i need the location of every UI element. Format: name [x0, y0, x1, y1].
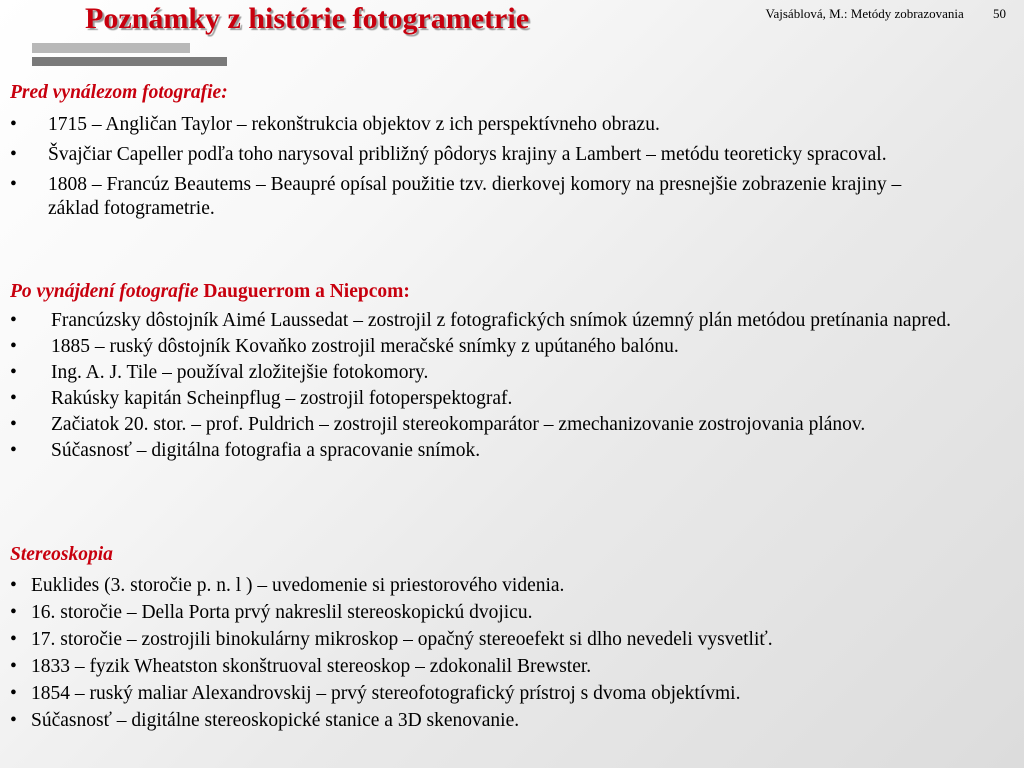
bullet-list-post-photography — [10, 310, 1000, 466]
list-item — [10, 682, 1015, 705]
bullet-icon: • — [10, 414, 17, 435]
list-item — [10, 414, 1000, 435]
list-item — [10, 362, 1000, 383]
bullet-icon: • — [10, 683, 17, 704]
list-item-text: 1833 – fyzik Wheatston skonštruoval stereoskop – zdokonalil Brewster. — [31, 656, 592, 677]
bullet-icon: • — [10, 656, 17, 677]
list-item-text: 1808 – Francúz Beautems – Beaupré opísal použitie tzv. dierkovej komory na presnejšie zobrazenie krajiny – základ fotogrametrie. — [48, 174, 902, 219]
list-item-text: Súčasnosť – digitálna fotografia a spracovanie snímok. — [51, 440, 481, 461]
list-item-text: Francúzsky dôstojník Aimé Laussedat – zostrojil z fotografických snímok územný plán metódou pretínania napred. — [51, 310, 952, 331]
list-item — [10, 173, 940, 221]
list-item — [10, 655, 1015, 678]
bullet-icon: • — [10, 575, 17, 596]
slide-title: Poznámky z histórie fotogrametrie — [85, 2, 530, 35]
list-item-text: 1854 – ruský maliar Alexandrovskij – prvý stereofotografický prístroj s dvoma objektívmi. — [31, 683, 741, 704]
list-item — [10, 336, 1000, 357]
bullet-icon: • — [10, 362, 17, 383]
bullet-icon: • — [10, 629, 17, 650]
list-item — [10, 143, 940, 167]
list-item-text: Rakúsky kapitán Scheinpflug – zostrojil fotoperspektograf. — [51, 388, 513, 409]
list-item — [10, 709, 1015, 732]
page-number: 50 — [993, 6, 1006, 21]
bullet-icon: • — [10, 602, 17, 623]
bullet-icon: • — [10, 310, 17, 331]
bullet-icon: • — [10, 174, 17, 195]
list-item-text: 16. storočie – Della Porta prvý nakreslil stereoskopickú dvojicu. — [31, 602, 533, 623]
bullet-icon: • — [10, 440, 17, 461]
list-item-text: Začiatok 20. stor. – prof. Puldrich – zostrojil stereokomparátor – zmechanizovanie zostrojovania plánov. — [51, 414, 866, 435]
list-item-text: Ing. A. J. Tile – používal zložitejšie fotokomory. — [51, 362, 429, 383]
list-item — [10, 310, 1000, 331]
section-heading-italic: Po vynájdení fotografie — [10, 281, 199, 302]
slide-header — [766, 6, 1006, 22]
section-heading-bold: Dauguerrom a Niepcom: — [203, 281, 410, 302]
list-item-text: 17. storočie – zostrojili binokulárny mikroskop – opačný stereoefekt si dlho nevedeli vysvetliť. — [31, 629, 773, 650]
list-item — [10, 113, 940, 137]
bullet-icon: • — [10, 388, 17, 409]
list-item — [10, 388, 1000, 409]
list-item-text: Súčasnosť – digitálne stereoskopické stanice a 3D skenovanie. — [31, 710, 520, 731]
list-item-text: Švajčiar Capeller podľa toho narysoval približný pôdorys krajiny a Lambert – metódu teoreticky spracoval. — [48, 144, 887, 165]
list-item-text: 1885 – ruský dôstojník Kovaňko zostrojil meračské snímky z upútaného balónu. — [51, 336, 679, 357]
bullet-list-stereoscopy — [10, 574, 1015, 736]
author-title: Vajsáblová, M.: Metódy zobrazovania — [765, 6, 964, 21]
title-underline-dark — [32, 57, 227, 66]
list-item-text: Euklides (3. storočie p. n. l ) – uvedomenie si priestorového videnia. — [31, 575, 565, 596]
bullet-icon: • — [10, 336, 17, 357]
list-item — [10, 440, 1000, 461]
list-item — [10, 601, 1015, 624]
bullet-icon: • — [10, 710, 17, 731]
bullet-icon: • — [10, 114, 17, 135]
list-item — [10, 628, 1015, 651]
section-heading-pre-photography: Pred vynálezom fotografie: — [10, 82, 228, 103]
bullet-icon: • — [10, 144, 17, 165]
section-heading-post-photography — [10, 281, 410, 303]
title-underline-light — [32, 43, 190, 53]
list-item-text: 1715 – Angličan Taylor – rekonštrukcia objektov z ich perspektívneho obrazu. — [48, 114, 660, 135]
list-item — [10, 574, 1015, 597]
bullet-list-pre-photography — [10, 113, 940, 227]
section-heading-stereoscopy: Stereoskopia — [10, 544, 113, 565]
